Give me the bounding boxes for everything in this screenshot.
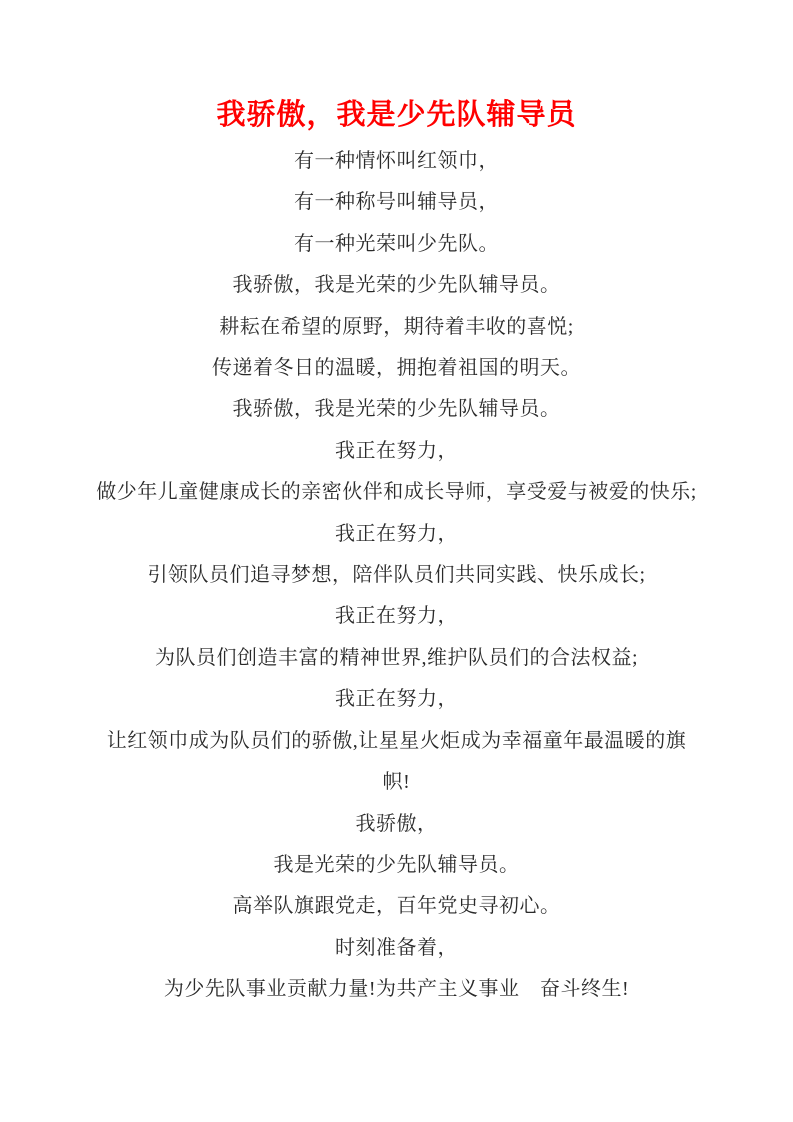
poem-line: 有一种情怀叫红领巾， <box>294 150 499 172</box>
poem-line: 有一种光荣叫少先队。 <box>294 232 499 255</box>
poem-line: 我骄傲，我是光荣的少先队辅导员。 <box>232 398 561 421</box>
poem-line: 我骄傲，我是光荣的少先队辅导员。 <box>232 274 561 297</box>
poem-line: 有一种称号叫辅导员， <box>294 191 499 214</box>
document-body <box>0 99 793 1011</box>
poem-line: 我骄傲， <box>355 812 438 835</box>
document-title: 我骄傲，我是少先队辅导员 <box>216 99 577 131</box>
poem-line: 我正在努力， <box>335 522 458 545</box>
poem-line: 耕耘在希望的原野，期待着丰收的喜悦; <box>219 315 574 338</box>
poem-line: 我正在努力， <box>335 605 458 628</box>
poem-line: 做少年儿童健康成长的亲密伙伴和成长导师，享受爱与被爱的快乐; <box>96 481 697 504</box>
poem-line: 高举队旗跟党走，百年党史寻初心。 <box>232 895 561 918</box>
poem-line: 让红领巾成为队员们的骄傲,让星星火炬成为幸福童年最温暖的旗 <box>106 729 687 752</box>
poem-line: 我正在努力， <box>335 688 458 711</box>
poem-line: 传递着冬日的温暖，拥抱着祖国的明天。 <box>212 357 581 380</box>
poem-line: 引领队员们追寻梦想，陪伴队员们共同实践、快乐成长; <box>147 564 646 587</box>
poem-line: 我是光荣的少先队辅导员。 <box>273 853 520 876</box>
poem-line: 我正在努力， <box>335 439 458 462</box>
poem-line: 为少先队事业贡献力量!为共产主义事业 奋斗终生! <box>163 978 630 1001</box>
poem-line: 帜! <box>382 771 411 794</box>
poem-line: 为队员们创造丰富的精神世界,维护队员们的合法权益; <box>154 646 639 669</box>
poem-line: 时刻准备着， <box>335 936 458 959</box>
